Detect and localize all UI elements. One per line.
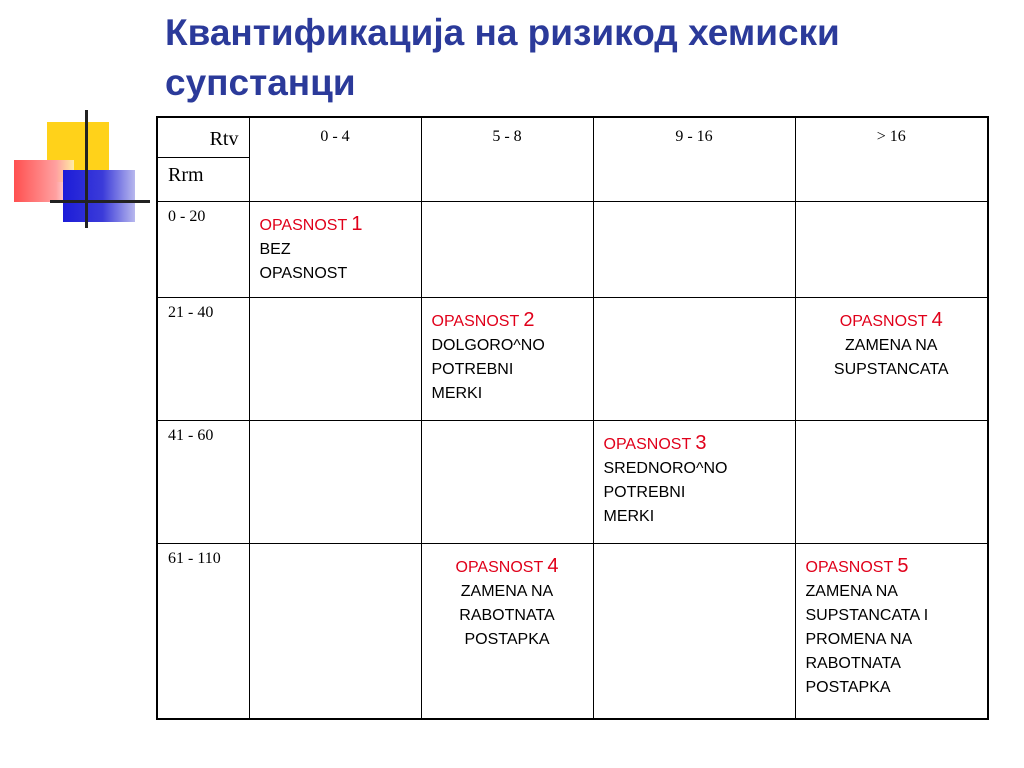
cell-description: SREDNORO^NO POTREBNI MERKI: [603, 459, 728, 525]
cell-r2-c1: [249, 297, 421, 420]
row-header-3: 41 - 60: [157, 420, 249, 543]
table-row: [157, 297, 988, 420]
col-header-1: 0 - 4: [249, 117, 421, 201]
table-row: [157, 420, 988, 543]
slide-title-line-1: Квантификација на ризикод хемиски: [165, 12, 840, 53]
risk-matrix-table: [156, 116, 989, 720]
cell-r1-c4: [795, 201, 988, 297]
row-header-1: 0 - 20: [157, 201, 249, 297]
table-row: [157, 543, 988, 719]
col-header-2: 5 - 8: [421, 117, 593, 201]
col-header-3: 9 - 16: [593, 117, 795, 201]
cell-r1-c1: [249, 201, 421, 297]
table-row: [157, 201, 988, 297]
cell-r1-c3: [593, 201, 795, 297]
header-rrm: Rrm: [157, 157, 249, 201]
cell-r4-c2: [421, 543, 593, 719]
cell-description: ZAMENA NA SUPSTANCATA I PROMENA NA RABOTNATA POSTAPKA: [805, 582, 929, 696]
row-header-2: 21 - 40: [157, 297, 249, 420]
opasnost-label: OPASNOST 3: [603, 431, 707, 454]
cell-r3-c2: [421, 420, 593, 543]
header-rtv: Rtv: [157, 117, 249, 157]
cell-r4-c3: [593, 543, 795, 719]
logo-vertical-line: [85, 110, 88, 228]
decorative-logo: [0, 100, 150, 230]
opasnost-label: OPASNOST 4: [839, 308, 943, 331]
cell-r2-c3: [593, 297, 795, 420]
logo-blue-square: [63, 170, 135, 222]
cell-r4-c1: [249, 543, 421, 719]
row-header-4: 61 - 110: [157, 543, 249, 719]
opasnost-label: OPASNOST 4: [455, 554, 559, 577]
slide-title-line-2: супстанци: [165, 62, 356, 103]
cell-r3-c3: [593, 420, 795, 543]
cell-description: ZAMENA NA RABOTNATA POSTAPKA: [459, 582, 555, 648]
col-header-4: > 16: [795, 117, 988, 201]
cell-r1-c2: [421, 201, 593, 297]
cell-description: DOLGORO^NO POTREBNI MERKI: [431, 336, 545, 402]
cell-r3-c4: [795, 420, 988, 543]
cell-r4-c4: [795, 543, 988, 719]
opasnost-label: OPASNOST 2: [431, 308, 535, 331]
slide-title: [165, 8, 1005, 108]
table-header-row: [157, 117, 988, 157]
opasnost-label: OPASNOST 5: [805, 554, 909, 577]
logo-horizontal-line: [50, 200, 150, 203]
cell-description: BEZ OPASNOST: [259, 240, 348, 282]
cell-r2-c4: [795, 297, 988, 420]
cell-description: ZAMENA NA SUPSTANCATA: [833, 336, 949, 378]
cell-r3-c1: [249, 420, 421, 543]
cell-r2-c2: [421, 297, 593, 420]
opasnost-label: OPASNOST 1: [259, 212, 363, 235]
